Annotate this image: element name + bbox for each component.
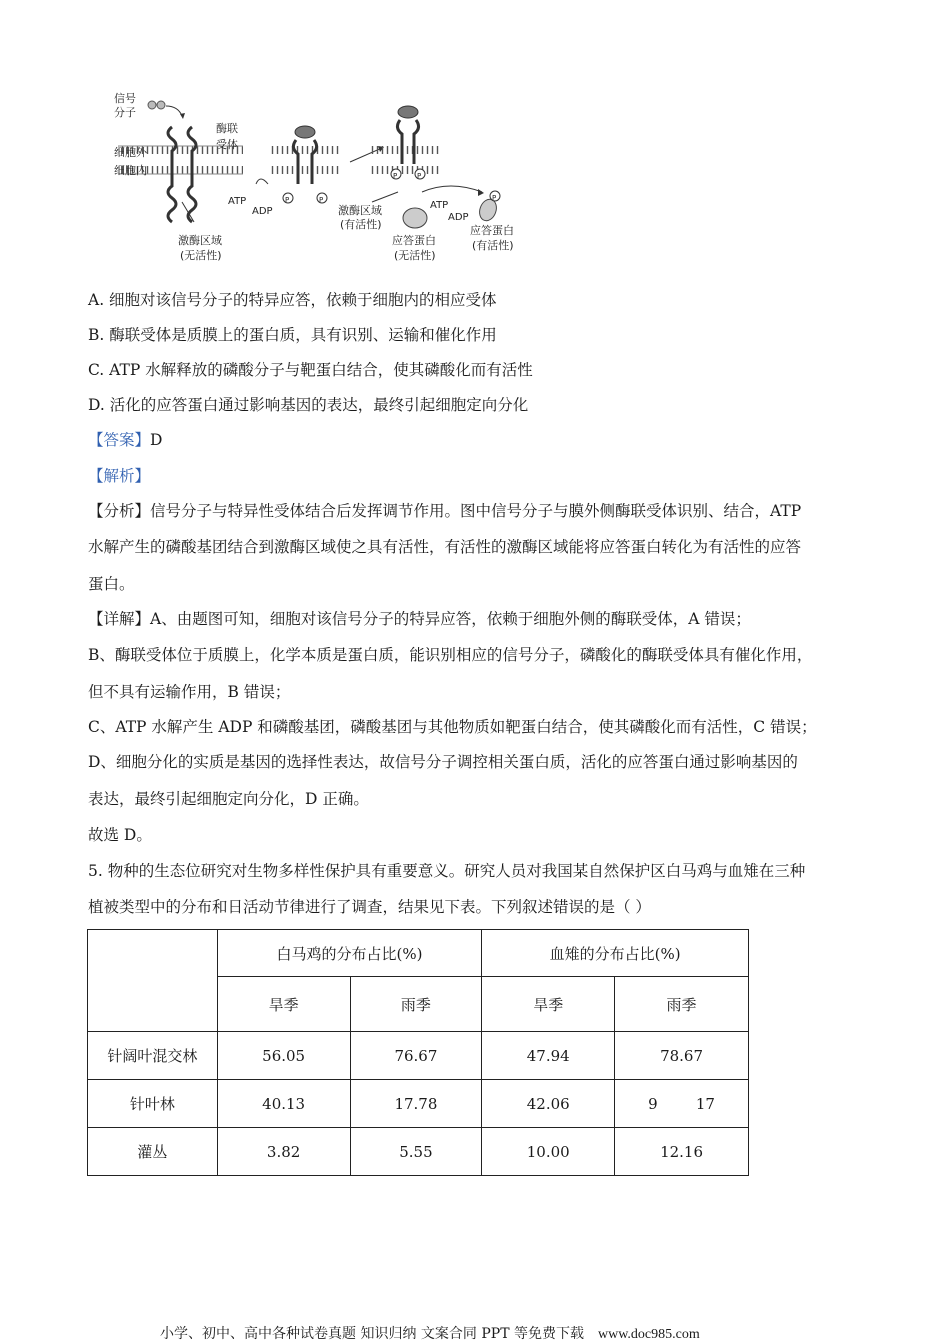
answer-value: D	[150, 431, 163, 449]
receptor-dimer-icon	[283, 126, 327, 203]
option-a: A. 细胞对该信号分子的特异应答，依赖于细胞内的相应受体	[88, 291, 497, 309]
membrane-middle	[270, 146, 340, 174]
table-cell: 40.13	[217, 1080, 350, 1128]
analysis-line-1: 【分析】信号分子与特异性受体结合后发挥调节作用。图中信号分子与膜外侧酶联受体识别、结合，ATP	[88, 502, 802, 520]
label-kinase-active: 激酶区域	[338, 204, 382, 217]
option-b: B. 酶联受体是质膜上的蛋白质，具有识别、运输和催化作用	[88, 326, 497, 344]
detail-line-2: B、酶联受体位于质膜上，化学本质是蛋白质，能识别相应的信号分子，磷酸化的酶联受体具有催化作用，	[88, 646, 813, 664]
table-cell: 47.94	[482, 1032, 615, 1080]
subheader-rainy-1: 雨季	[350, 977, 482, 1032]
distribution-table	[87, 929, 749, 1176]
page-footer	[160, 1323, 700, 1343]
row-label: 针叶林	[88, 1080, 218, 1128]
analysis-line-2: 水解产生的磷酸基团结合到激酶区域使之具有活性，有活性的激酶区域能将应答蛋白转化为有活性的应答	[88, 538, 802, 556]
label-p-3: P	[393, 172, 398, 180]
table-row	[88, 1080, 749, 1128]
detail-line-3: 但不具有运输作用，B 错误；	[88, 683, 291, 701]
label-kinase-active-state: (有活性)	[340, 218, 382, 231]
label-enzyme-linked: 酶联	[216, 122, 238, 135]
label-response-inactive-state: (无活性)	[394, 249, 436, 262]
header-blood-pheasant: 血雉的分布占比(%)	[482, 930, 749, 977]
label-outside: 细胞外	[114, 146, 147, 159]
option-d: D. 活化的应答蛋白通过影响基因的表达，最终引起细胞定向分化	[88, 396, 529, 414]
label-adp-2: ADP	[448, 212, 469, 223]
table-corner-cell	[88, 930, 218, 1032]
label-signal: 信号	[114, 92, 136, 105]
analysis-label: 【解析】	[88, 467, 151, 485]
label-atp-2: ATP	[430, 200, 449, 211]
subheader-dry-1: 旱季	[217, 977, 350, 1032]
label-response-inactive: 应答蛋白	[392, 234, 436, 247]
receptor-diagram	[110, 92, 540, 272]
header-white-eared-pheasant: 白马鸡的分布占比(%)	[217, 930, 482, 977]
label-inside: 细胞内	[114, 164, 147, 177]
label-p-5: P	[492, 194, 497, 202]
label-molecule: 分子	[114, 106, 136, 119]
signal-molecule-icon	[148, 101, 185, 119]
table-cell: 5.55	[350, 1128, 482, 1176]
detail-line-4: C、ATP 水解产生 ADP 和磷酸基团，磷酸基团与其他物质如靶蛋白结合，使其磷酸化而有活性，C 错误；	[88, 718, 817, 736]
label-response-active-state: (有活性)	[472, 239, 514, 252]
table-cell: 9 17	[615, 1080, 749, 1128]
detail-line-5: D、细胞分化的实质是基因的选择性表达，故信号分子调控相关蛋白质，活化的应答蛋白通过影响基因的	[88, 753, 798, 771]
label-p-4: P	[417, 172, 422, 180]
subheader-dry-2: 旱季	[482, 977, 615, 1032]
label-kinase-inactive-state: (无活性)	[180, 249, 222, 262]
label-p-2: P	[319, 196, 324, 204]
label-p-1: P	[285, 196, 290, 204]
detail-line-7: 故选 D。	[88, 826, 152, 844]
label-receptor: 受体	[216, 138, 238, 151]
table-cell: 17.78	[350, 1080, 482, 1128]
footer-url[interactable]: www.doc985.com	[597, 1327, 700, 1342]
table-cell: 3.82	[217, 1128, 350, 1176]
table-row	[88, 1128, 749, 1176]
detail-line-1: 【详解】A、由题图可知，细胞对该信号分子的特异应答，依赖于细胞外侧的酶联受体，A 错误；	[88, 610, 751, 628]
label-response-active: 应答蛋白	[470, 224, 514, 237]
table-cell: 78.67	[615, 1032, 749, 1080]
answer-line	[88, 430, 878, 450]
table-cell: 56.05	[217, 1032, 350, 1080]
question5-line-1: 5. 物种的生态位研究对生物多样性保护具有重要意义。研究人员对我国某自然保护区白马鸡与血雉在三种	[88, 862, 806, 880]
row-label: 灌丛	[88, 1128, 218, 1176]
row-label: 针阔叶混交林	[88, 1032, 218, 1080]
table-row	[88, 1032, 749, 1080]
analysis-line-3: 蛋白。	[88, 575, 135, 593]
subheader-rainy-2: 雨季	[615, 977, 749, 1032]
label-adp-1: ADP	[252, 206, 273, 217]
response-protein-inactive-icon	[403, 208, 427, 228]
footer-text: 小学、初中、高中各种试卷真题 知识归纳 文案合同 PPT 等免费下载	[160, 1326, 584, 1342]
membrane-right	[370, 146, 440, 174]
table-cell: 12.16	[615, 1128, 749, 1176]
question5-line-2: 植被类型中的分布和日活动节律进行了调查，结果见下表。下列叙述错误的是（ ）	[88, 898, 651, 916]
detail-line-6: 表达，最终引起细胞定向分化，D 正确。	[88, 790, 369, 808]
label-kinase-inactive: 激酶区域	[178, 234, 222, 247]
answer-label: 【答案】	[88, 431, 151, 449]
table-cell: 76.67	[350, 1032, 482, 1080]
table-cell: 42.06	[482, 1080, 615, 1128]
table-cell: 10.00	[482, 1128, 615, 1176]
option-c: C. ATP 水解释放的磷酸分子与靶蛋白结合，使其磷酸化而有活性	[88, 361, 533, 379]
label-atp-1: ATP	[228, 196, 247, 207]
